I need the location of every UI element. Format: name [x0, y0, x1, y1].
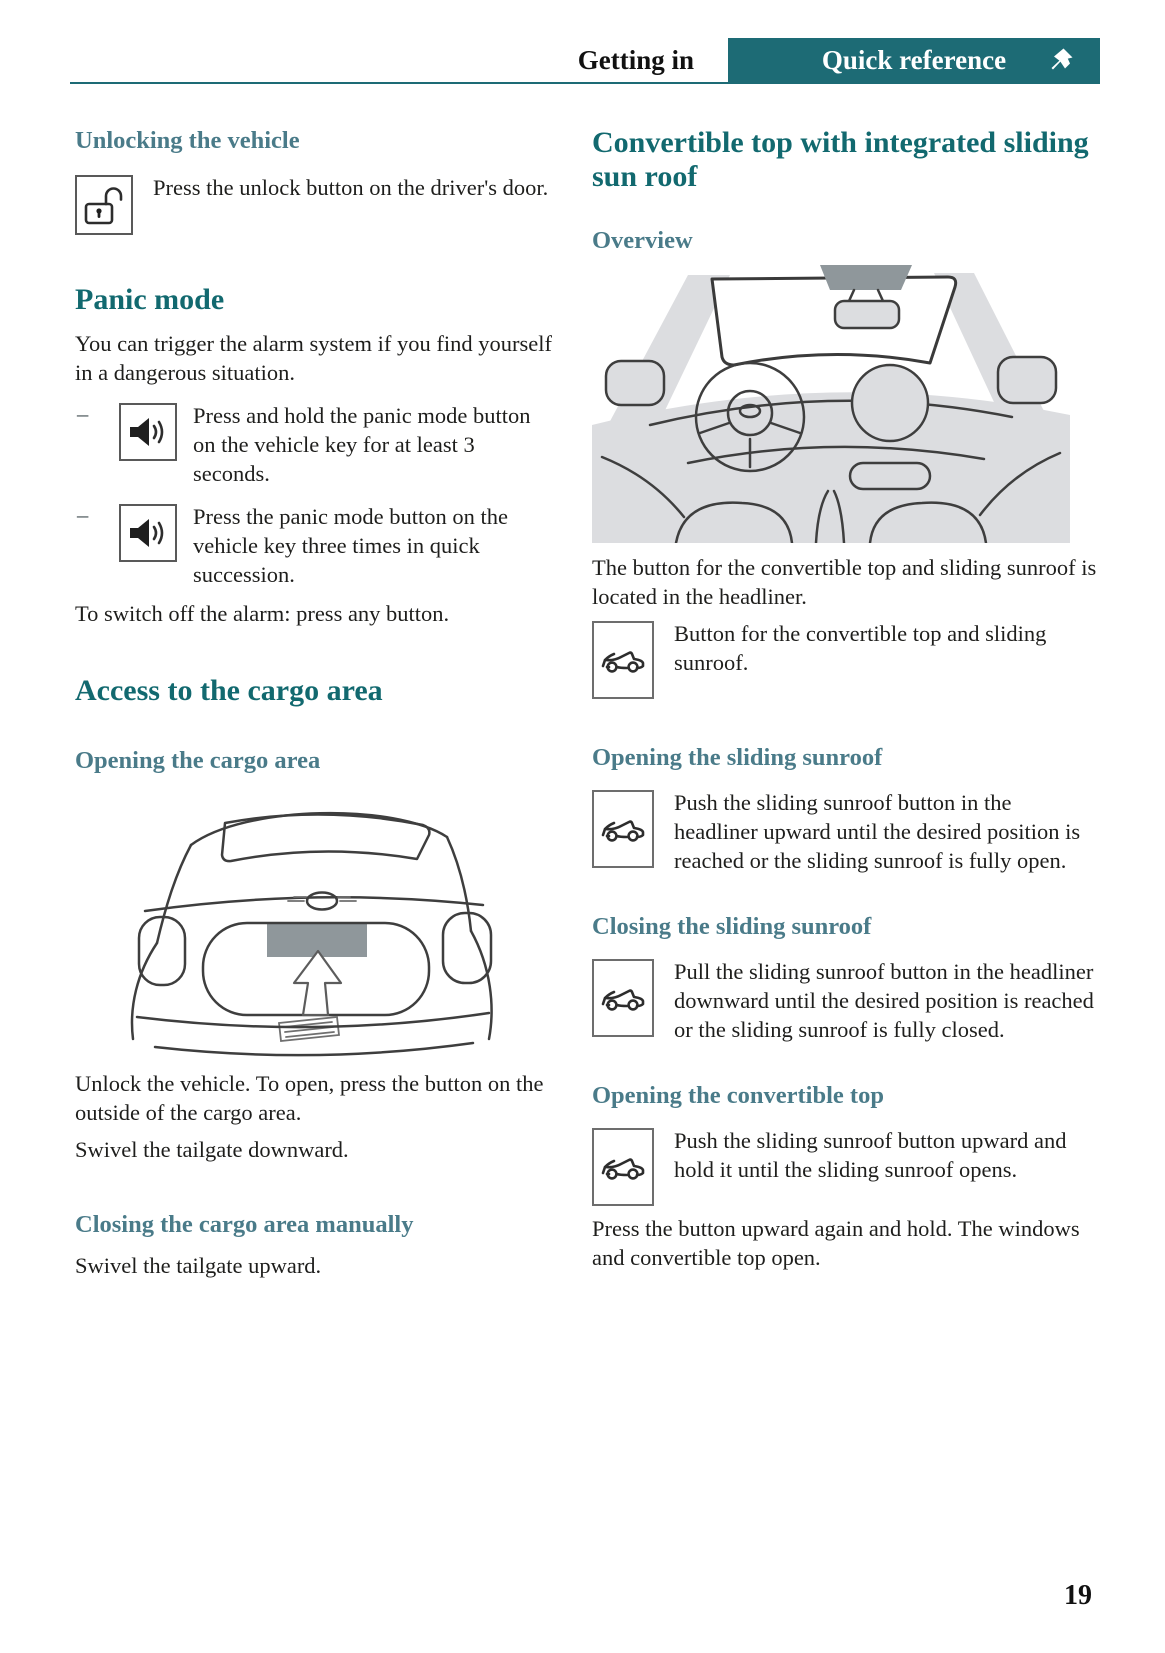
panic-item-text: Press the panic mode button on the vehicle key three times in quick succession.	[193, 504, 508, 587]
header-rule	[70, 82, 1100, 84]
pushpin-icon	[1048, 47, 1074, 73]
opening-cargo-title: Opening the cargo area	[75, 747, 321, 774]
opening-cargo-body2: Swivel the tailgate downward.	[75, 1137, 349, 1162]
alarm-speaker-icon	[119, 504, 177, 562]
rearview-mirror	[835, 301, 899, 328]
convertible-car-icon	[592, 959, 654, 1037]
right-column	[592, 118, 1100, 1280]
panic-item-2	[75, 502, 555, 589]
open-arrow	[294, 951, 341, 1015]
convertible-button-row	[592, 619, 1100, 707]
panic-item-text: Press and hold the panic mode button on the vehicle key for at least 3 seconds.	[193, 403, 531, 486]
closing-sunroof-title: Closing the sliding sunroof	[592, 913, 872, 940]
convertible-car-icon	[592, 790, 654, 868]
left-column	[75, 118, 555, 1280]
convertible-button-caption: Button for the convertible top and sliding sunroof.	[674, 621, 1047, 675]
mini-badge	[288, 893, 356, 910]
opening-sunroof-body: Push the sliding sunroof button in the headliner upward until the desired position is reached or the sliding sunroof is fully open.	[674, 790, 1081, 873]
unlocking-row	[75, 173, 555, 243]
panic-mode-title: Panic mode	[75, 283, 225, 316]
opening-top-body2: Press the button upward again and hold. The windows and convertible top open.	[592, 1216, 1080, 1270]
left-headrest	[606, 361, 664, 405]
unlocking-title: Unlocking the vehicle	[75, 127, 300, 154]
cargo-access-title: Access to the cargo area	[75, 674, 383, 707]
opening-sunroof-title: Opening the sliding sunroof	[592, 744, 883, 771]
panic-intro: You can trigger the alarm system if you find yourself in a dangerous situation.	[75, 331, 552, 385]
closing-cargo-title: Closing the cargo area manually	[75, 1211, 414, 1238]
closing-sunroof-row	[592, 957, 1100, 1045]
header-tab-label: Quick reference	[821, 44, 1007, 75]
cargo-area-rear-illustration	[75, 785, 553, 1057]
closing-sunroof-body: Pull the sliding sunroof button in the headliner downward until the desired position is reached or the sliding sunroof is fully closed.	[674, 959, 1094, 1042]
overview-body: The button for the convertible top and sliding sunroof is located in the headliner.	[592, 555, 1097, 609]
header-section-label: Getting in	[577, 44, 694, 75]
bullet-dash: –	[77, 401, 89, 426]
opening-cargo-body1: Unlock the vehicle. To open, press the button on the outside of the cargo area.	[75, 1071, 544, 1125]
unlock-padlock-icon	[75, 175, 133, 235]
page-number: 19	[1064, 1580, 1092, 1611]
panic-outro: To switch off the alarm: press any button.	[75, 601, 450, 626]
closing-cargo-body: Swivel the tailgate upward.	[75, 1253, 322, 1278]
overview-title: Overview	[592, 227, 693, 254]
header-quick-reference-tab	[728, 38, 1100, 82]
panic-item-1	[75, 401, 555, 488]
convertible-car-icon	[592, 1128, 654, 1206]
opening-top-title: Opening the convertible top	[592, 1082, 884, 1109]
opening-top-body: Push the sliding sunroof button upward and hold it until the sliding sunroof opens.	[674, 1128, 1067, 1182]
convertible-top-title: Convertible top with integrated sliding sun roof	[592, 126, 1089, 193]
headliner-button-highlight	[820, 265, 912, 290]
license-plate	[279, 1017, 339, 1041]
right-taillight	[443, 913, 491, 983]
unlocking-body: Press the unlock button on the driver's door.	[153, 175, 549, 200]
right-headrest	[998, 357, 1056, 403]
interior-overview-illustration	[592, 265, 1070, 543]
bullet-dash: –	[77, 502, 89, 527]
opening-sunroof-row	[592, 788, 1100, 876]
alarm-speaker-icon	[119, 403, 177, 461]
center-display	[852, 365, 928, 441]
convertible-car-icon	[592, 621, 654, 699]
opening-top-row	[592, 1126, 1100, 1214]
